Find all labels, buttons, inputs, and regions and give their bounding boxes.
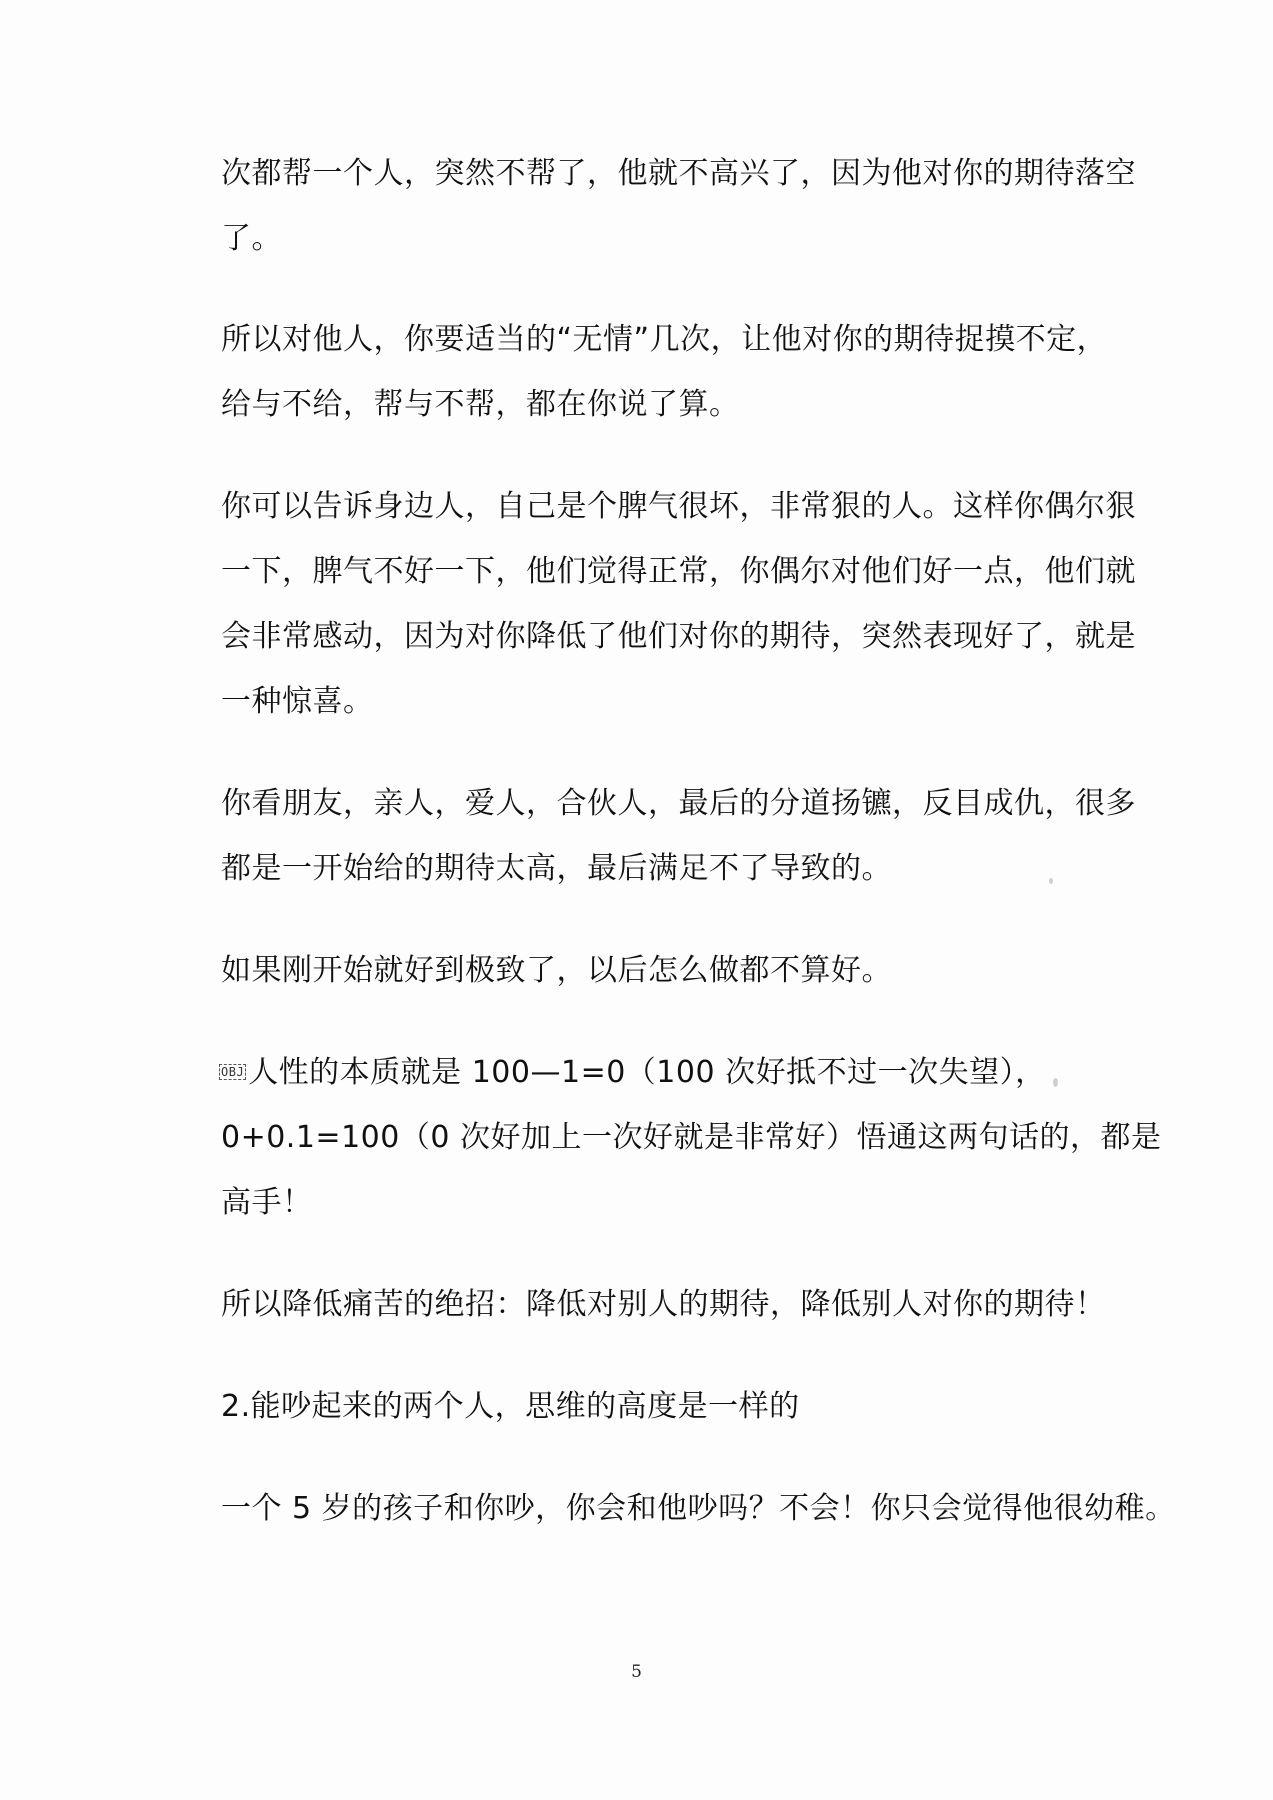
text-line: 一下，脾气不好一下，他们觉得正常，你偶尔对他们好一点，他们就 — [221, 554, 1136, 589]
text-line: 所以降低痛苦的绝招：降低对别人的期待，降低别人对你的期待！ — [221, 1287, 1106, 1322]
text-line: 你看朋友，亲人，爱人，合伙人，最后的分道扬镳，反目成仇，很多 — [221, 786, 1136, 821]
scan-speck — [1049, 878, 1053, 884]
scan-speck — [1053, 1078, 1058, 1087]
text-line: 会非常感动，因为对你降低了他们对你的期待，突然表现好了，就是 — [221, 619, 1136, 654]
text-line: 所以对他人，你要适当的“无情”几次，让他对你的期待捉摸不定， — [221, 322, 1108, 357]
text-line: 如果刚开始就好到极致了，以后怎么做都不算好。 — [221, 953, 892, 988]
section-heading: 2.能吵起来的两个人，思维的高度是一样的 — [221, 1389, 800, 1424]
text-line: 一个 5 岁的孩子和你吵，你会和他吵吗？不会！你只会觉得他很幼稚。 — [221, 1491, 1176, 1526]
page-number: 5 — [631, 1662, 642, 1682]
text-line: 给与不给，帮与不帮，都在你说了算。 — [221, 387, 740, 422]
object-placeholder-icon: OBJ — [221, 1065, 245, 1079]
text-line: 一种惊喜。 — [221, 684, 374, 719]
text-line: 了。 — [221, 221, 282, 256]
text-line: 0+0.1=100（0 次好加上一次好就是非常好）悟通这两句话的，都是 — [221, 1120, 1162, 1155]
text-line-with-object — [219, 1055, 1046, 1091]
text-line: 人性的本质就是 100—1=0（100 次好抵不过一次失望）， — [248, 1055, 1046, 1090]
text-line: 你可以告诉身边人，自己是个脾气很坏，非常狠的人。这样你偶尔狠 — [221, 489, 1136, 524]
text-line: 都是一开始给的期待太高，最后满足不了导致的。 — [221, 851, 892, 886]
text-line: 次都帮一个人，突然不帮了，他就不高兴了，因为他对你的期待落空 — [221, 156, 1136, 191]
text-line: 高手！ — [221, 1185, 313, 1220]
